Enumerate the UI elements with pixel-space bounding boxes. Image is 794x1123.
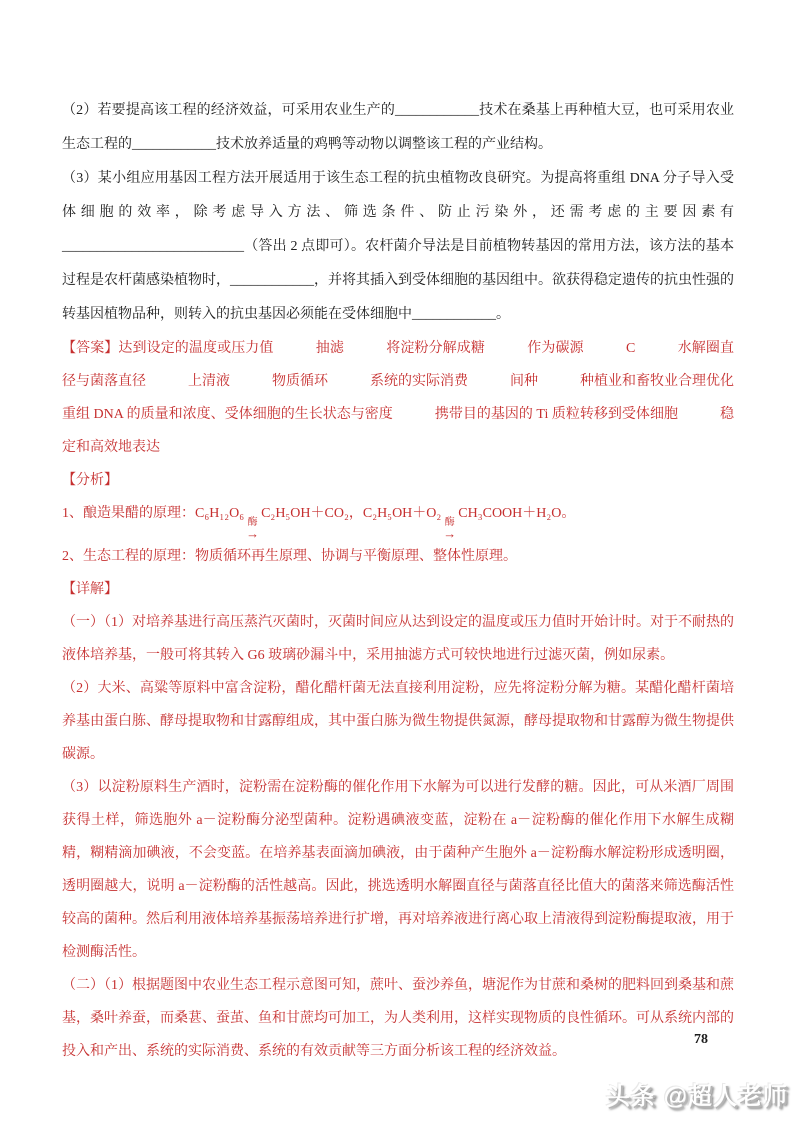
analysis-label: 【分析】 [62,473,118,488]
formula-mid: C₂H₅OH＋CO₂，C₂H₅OH＋O₂ [261,506,442,521]
analysis-item-1-prefix: 1、酿造果醋的原理： [62,506,195,521]
detail-label: 【详解】 [62,582,118,597]
detail-paragraph-4: （二）（1）根据题图中农业生态工程示意图可知，蔗叶、蚕沙养鱼，塘泥作为甘蔗和桑树的肥料回到桑基和蔗基，桑叶养蚕，而桑葚、蚕茧、鱼和甘蔗均可加工，为人类利用，这样实现物质的良性循环。可从系统内部的投入和产出、系统的实际消费、系统的有效贡献等三方面分析该工程的经济效益。 [62,978,734,1059]
detail-paragraph-1: （一）（1）对培养基进行高压蒸汽灭菌时，灭菌时间应从达到设定的温度或压力值时开始计时。对于不耐热的液体培养基，一般可将其转入 G6 玻璃砂漏斗中，采用抽滤方式可较快地进行过滤灭菌，例如尿素。 [62,615,734,663]
enzyme-label-1: 酶 [247,517,258,528]
reaction-arrow-icon: → [443,526,457,541]
formula-product: CH₃COOH＋H₂O。 [458,506,576,521]
formula-reactant-1: C₆H₁₂O₆ [195,506,245,521]
enzyme-label-2: 酶 [444,517,455,528]
answer-text: 达到设定的温度或压力值 抽滤 将淀粉分解成糖 作为碳源 C 水解圈直径与菌落直径 上清液 物质循环 系统的实际消费 间种 种植业和畜牧业合理优化 重组 DNA 的质量和浓度、受体细胞的生长状态与密度 携带目的基因的 Ti 质粒转移到受体细胞 稳定和高效地表达 [62,341,776,455]
analysis-item-1 [62,497,734,540]
question-paragraph-3: （3）某小组应用基因工程方法开展适用于该生态工程的抗虫植物改良研究。为提高将重组 DNA 分子导入受体细胞的效率，除考虑导入方法、筛选条件、防止污染外，还需考虑的主要因素有__________________________（答出 2 点即可）。农杆菌介导法是目前植物转基因的常用方法，该方法的基本过程是农杆菌感染植物时，____________，并将其插入到受体细胞的基因组中。欲获得稳定遗传的抗虫性强的转基因植物品种，则转入的抗虫基因必须能在受体细胞中____________。 [62,171,734,322]
reaction-arrow-icon: → [246,526,260,541]
analysis-item-2: 2、生态工程的原理：物质循环再生原理、协调与平衡原理、整体性原理。 [62,549,517,564]
enzyme-arrow-2 [443,518,456,540]
question-paragraph-2: （2）若要提高该工程的经济效益，可采用农业生产的____________技术在桑基上再种植大豆，也可采用农业生态工程的____________技术放养适量的鸡鸭等动物以调整该工程的产业结构。 [62,103,734,152]
watermark: 头条 @超人老师 [605,1083,788,1110]
document-content [62,94,776,1068]
detail-paragraph-2: （2）大米、高粱等原料中富含淀粉，醋化醋杆菌无法直接利用淀粉，应先将淀粉分解为糖。某醋化醋杆菌培养基由蛋白胨、酵母提取物和甘露醇组成，其中蛋白胨为微生物提供氮源，酵母提取物和甘露醇为微生物提供碳源。 [62,681,734,762]
detail-paragraph-3: （3）以淀粉原料生产酒时，淀粉需在淀粉酶的催化作用下水解为可以进行发酵的糖。因此，可从米酒厂周围获得土样，筛选胞外 a－淀粉酶分泌型菌种。淀粉遇碘液变蓝，淀粉在 a－淀粉酶的催化作用下水解生成糊精，糊精滴加碘液，不会变蓝。在培养基表面滴加碘液，由于菌种产生胞外 a－淀粉酶水解淀粉形成透明圈，透明圈越大，说明 a－淀粉酶的活性越高。因此，挑选透明水解圈直径与菌落直径比值大的菌落来筛选酶活性较高的菌种。然后利用液体培养基振荡培养进行扩增，再对培养液进行离心取上清液得到淀粉酶提取液，用于检测酶活性。 [62,780,734,960]
enzyme-arrow-1 [246,518,259,540]
page-number: 78 [694,1032,708,1047]
answer-paragraph [62,332,776,464]
answer-label: 【答案】 [62,341,119,356]
